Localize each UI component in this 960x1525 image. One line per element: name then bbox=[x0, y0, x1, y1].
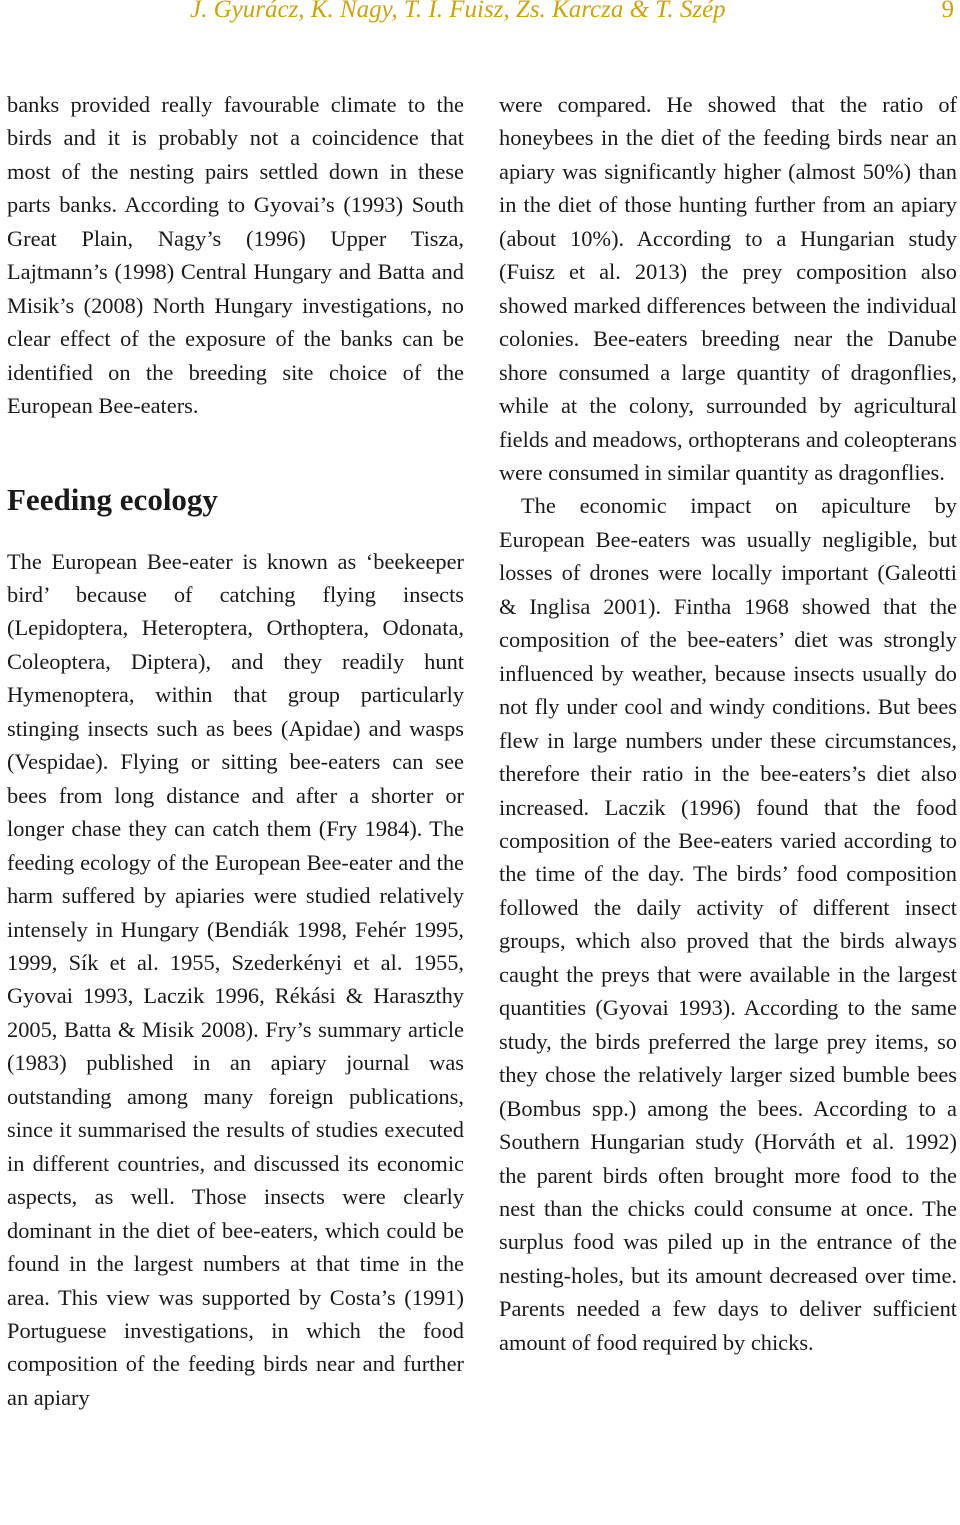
running-header bbox=[0, 0, 960, 34]
right-column bbox=[499, 88, 957, 1359]
paragraph-right-2: The economic impact on apiculture by European Bee-eaters was usually negligible, but losses of drones were locally important (Galeotti & Inglisa 2001). Fintha 1968 showed that the composition of the bee-eaters’ diet was strongly influenced by weather, because insects usually do not fly under cool and windy conditions. But bees flew in large numbers under these circumstances, therefore their ratio in the bee-eaters’s diet also increased. Laczik (1996) found that the food composition of the Bee-eaters varied according to the time of the day. The birds’ food composition followed the daily activity of different insect groups, which also proved that the birds always caught the preys that were available in the largest quantities (Gyovai 1993). According to the same study, the birds preferred the large prey items, so they chose the relatively larger sized bumble bees (Bombus spp.) among the bees. According to a Southern Hungarian study (Horváth et al. 1992) the parent birds often brought more food to the nest than the chicks could consume at once. The surplus food was piled up in the entrance of the nesting-holes, but its amount decreased over time. Parents needed a few days to deliver sufficient amount of food required by chicks. bbox=[499, 493, 957, 1355]
paragraph-feeding-ecology: The European Bee-eater is known as ‘beekeeper bird’ because of catching flying insects (Lepidoptera, Heteroptera, Orthoptera, Odonata, Coleoptera, Diptera), and they readily hunt Hymenoptera, within that group particularly stinging insects such as bees (Apidae) and wasps (Vespidae). Flying or sitting bee-eaters can see bees from long distance and after a shorter or longer chase they can catch them (Fry 1984). The feeding ecology of the European Bee-eater and the harm suffered by apiaries were studied relatively intensely in Hungary (Bendiák 1998, Fehér 1995, 1999, Sík et al. 1955, Szederkényi et al. 1955, Gyovai 1993, Laczik 1996, Rékási & Haraszthy 2005, Batta & Misik 2008). Fry’s summary article (1983) published in an apiary journal was outstanding among many foreign publications, since it summarised the results of studies executed in different countries, and discussed its economic aspects, as well. Those insects were clearly dominant in the diet of bee-eaters, which could be found in the largest numbers at that time in the area. This view was supported by Costa’s (1991) Portuguese investigations, in which the food composition of the feeding birds near and further an apiary bbox=[7, 548, 464, 1410]
left-column bbox=[7, 88, 464, 1414]
paragraph-right-1: were compared. He showed that the ratio of honeybees in the diet of the feeding birds near an apiary was significantly higher (almost 50%) than in the diet of those hunting further from an apiary (about 10%). According to a Hungarian study (Fuisz et al. 2013) the prey composition also showed marked differences between the individual colonies. Bee-eaters breeding near the Danube shore consumed a large quantity of dragonflies, while at the colony, surrounded by agricultural fields and meadows, orthopterans and coleopterans were consumed in similar quantity as dragonflies. bbox=[499, 92, 957, 485]
running-header-authors: J. Gyurácz, K. Nagy, T. I. Fuisz, Zs. Karcza & T. Szép bbox=[190, 0, 726, 23]
page-number: 9 bbox=[941, 0, 954, 23]
paragraph-intro: banks provided really favourable climate to the birds and it is probably not a coincidence that most of the nesting pairs settled down in these parts banks. According to Gyovai’s (1993) South Great Plain, Nagy’s (1996) Upper Tisza, Lajtmann’s (1998) Central Hungary and Batta and Misik’s (2008) North Hungary investigations, no clear effect of the exposure of the banks can be identified on the breeding site choice of the European Bee-eaters. bbox=[7, 92, 464, 419]
section-heading: Feeding ecology bbox=[7, 481, 218, 517]
